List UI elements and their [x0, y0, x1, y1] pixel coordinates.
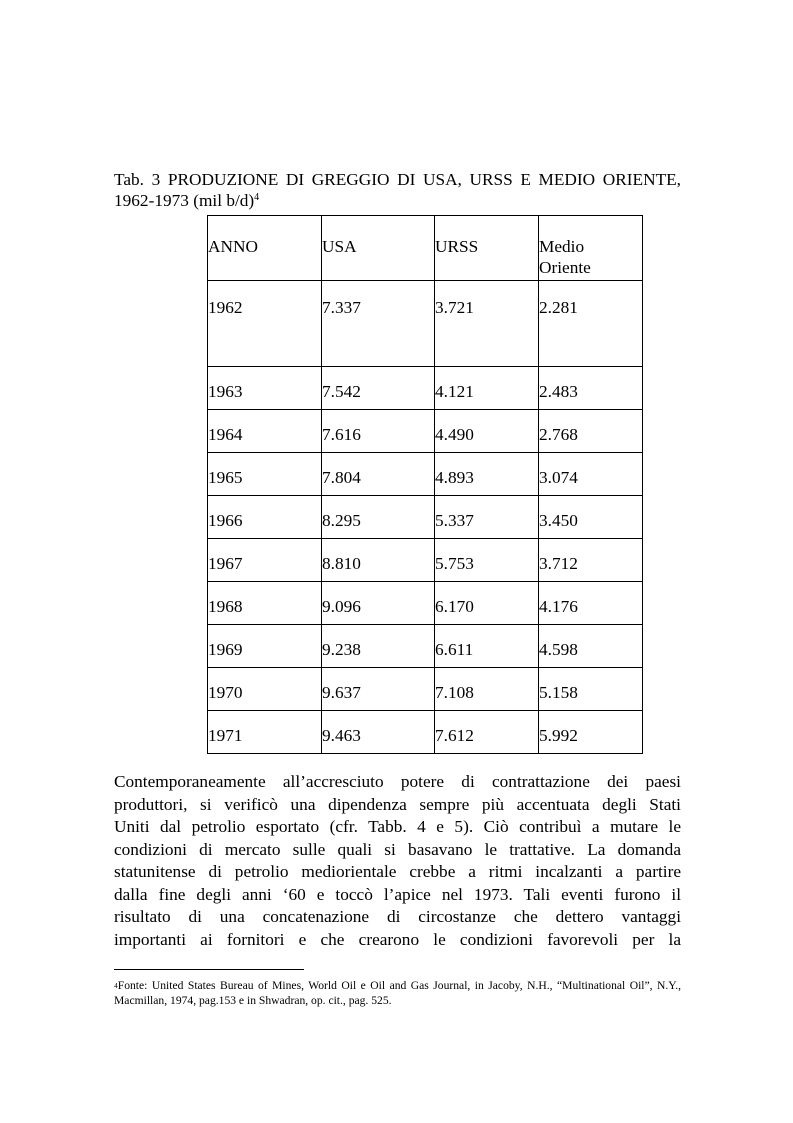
- table-row: [208, 410, 643, 453]
- cell-usa: 7.542: [322, 367, 435, 410]
- cell-medio-oriente: 2.768: [539, 410, 643, 453]
- cell-year: 1967: [208, 539, 322, 582]
- body-line: importanti ai fornitori e che crearono le condizioni favorevoli per la: [114, 929, 681, 949]
- table-row: [208, 539, 643, 582]
- cell-usa: 9.096: [322, 582, 435, 625]
- cell-medio-oriente: 2.281: [539, 281, 643, 367]
- header-anno: ANNO: [208, 216, 322, 281]
- cell-medio-oriente: 5.992: [539, 711, 643, 754]
- table-row: [208, 711, 643, 754]
- cell-medio-oriente: 5.158: [539, 668, 643, 711]
- cell-urss: 5.337: [435, 496, 539, 539]
- cell-year: 1965: [208, 453, 322, 496]
- cell-usa: 7.804: [322, 453, 435, 496]
- cell-usa: 7.616: [322, 410, 435, 453]
- table-row: [208, 281, 643, 367]
- cell-usa: 8.295: [322, 496, 435, 539]
- cell-urss: 3.721: [435, 281, 539, 367]
- cell-urss: 4.893: [435, 453, 539, 496]
- cell-medio-oriente: 3.074: [539, 453, 643, 496]
- cell-urss: 6.170: [435, 582, 539, 625]
- cell-urss: 7.108: [435, 668, 539, 711]
- cell-usa: 9.238: [322, 625, 435, 668]
- header-urss: URSS: [435, 216, 539, 281]
- cell-year: 1971: [208, 711, 322, 754]
- header-medio-oriente: [539, 216, 643, 281]
- cell-medio-oriente: 4.598: [539, 625, 643, 668]
- cell-year: 1970: [208, 668, 322, 711]
- table-caption: [114, 169, 681, 211]
- body-line: statunitense di petrolio mediorientale crebbe a ritmi incalzanti a partire: [114, 862, 681, 881]
- footnote-number: 4: [114, 981, 118, 990]
- cell-year: 1969: [208, 625, 322, 668]
- header-usa: USA: [322, 216, 435, 281]
- cell-medio-oriente: 3.450: [539, 496, 643, 539]
- header-oriente: Oriente: [539, 258, 591, 277]
- table-caption-text: Tab. 3 PRODUZIONE DI GREGGIO DI USA, URSS E MEDIO ORIENTE, 1962-1973 (mil b/d): [114, 170, 681, 210]
- body-line: dalla fine degli anni ‘60 e toccò l’apice nel 1973. Tali eventi furono il: [114, 884, 681, 904]
- cell-medio-oriente: 4.176: [539, 582, 643, 625]
- caption-footnote-ref[interactable]: 4: [254, 192, 260, 203]
- cell-year: 1966: [208, 496, 322, 539]
- table-row: [208, 367, 643, 410]
- cell-urss: 7.612: [435, 711, 539, 754]
- footnote-separator: [114, 969, 304, 970]
- footnote: [114, 978, 681, 1008]
- body-line: produttori, si verificò una dipendenza sempre più accentuata degli Stati: [114, 794, 681, 814]
- header-medio: Medio: [539, 237, 585, 256]
- table-row: [208, 496, 643, 539]
- cell-year: 1963: [208, 367, 322, 410]
- cell-usa: 7.337: [322, 281, 435, 367]
- cell-usa: 9.463: [322, 711, 435, 754]
- cell-urss: 4.490: [435, 410, 539, 453]
- cell-usa: 9.637: [322, 668, 435, 711]
- table-row: [208, 582, 643, 625]
- body-line: condizioni di mercato sulle quali si basavano le trattative. La domanda: [114, 839, 681, 859]
- cell-year: 1968: [208, 582, 322, 625]
- body-line: risultato di una concatenazione di circostanze che dettero vantaggi: [114, 907, 681, 926]
- table-header-row: [208, 216, 643, 281]
- body-line: Uniti dal petrolio esportato (cfr. Tabb. 4 e 5). Ciò contribuì a mutare le: [114, 817, 681, 836]
- cell-year: 1962: [208, 281, 322, 367]
- cell-urss: 6.611: [435, 625, 539, 668]
- cell-year: 1964: [208, 410, 322, 453]
- cell-medio-oriente: 3.712: [539, 539, 643, 582]
- production-table: [207, 215, 643, 754]
- cell-usa: 8.810: [322, 539, 435, 582]
- body-paragraph: [114, 771, 681, 951]
- footnote-text: Fonte: United States Bureau of Mines, World Oil e Oil and Gas Journal, in Jacoby, N.H., “Multinational Oil”, N.Y., Macmillan, 1974, pag.153 e in Shwadran, op. cit., pag. 525.: [114, 979, 681, 1007]
- cell-medio-oriente: 2.483: [539, 367, 643, 410]
- table-row: [208, 625, 643, 668]
- cell-urss: 5.753: [435, 539, 539, 582]
- table-row: [208, 668, 643, 711]
- body-line: Contemporaneamente all’accresciuto potere di contrattazione dei paesi: [114, 772, 681, 791]
- table-row: [208, 453, 643, 496]
- cell-urss: 4.121: [435, 367, 539, 410]
